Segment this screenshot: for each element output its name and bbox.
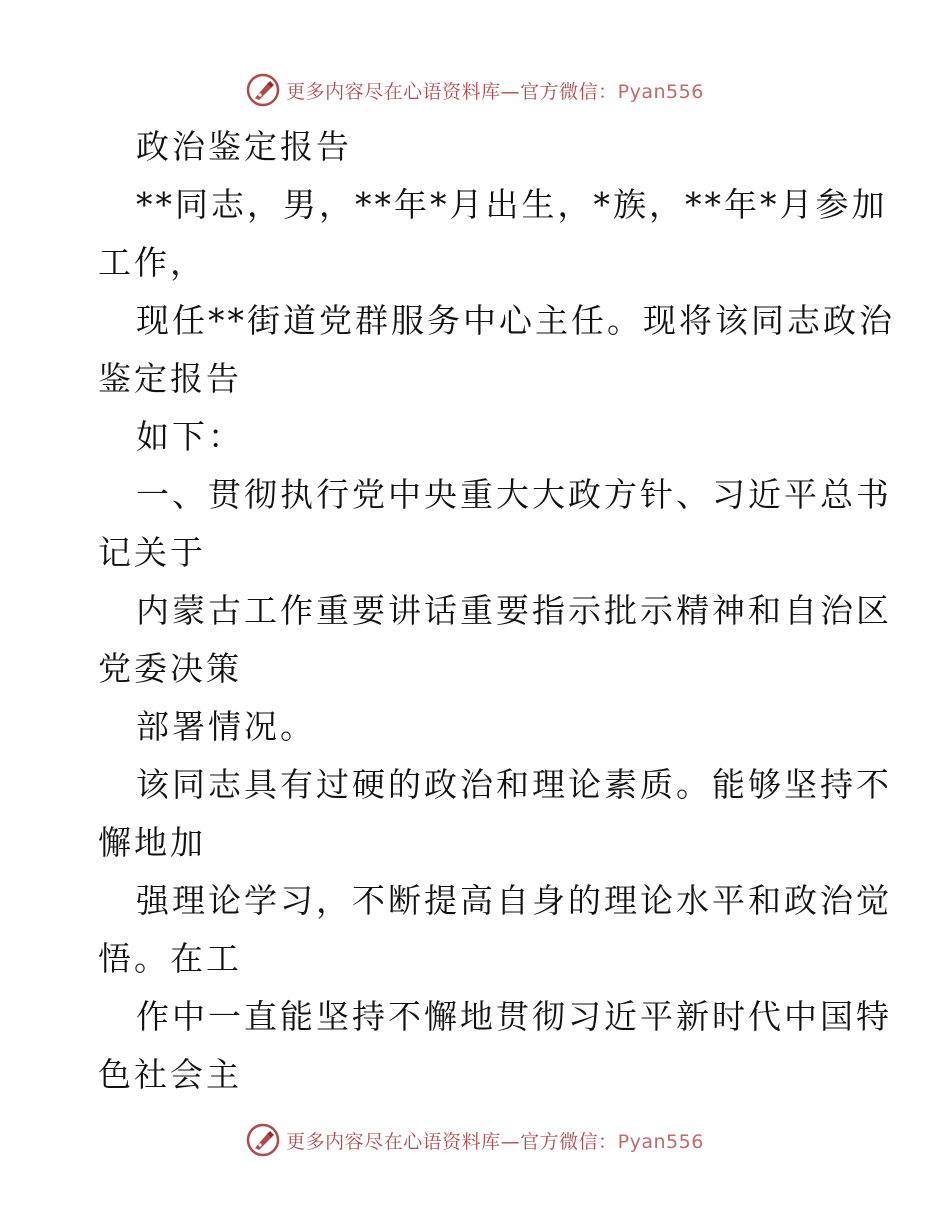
document-line: 该同志具有过硬的政治和理论素质。能够坚持不	[136, 765, 892, 804]
document-line: 现任**街道党群服务中心主任。现将该同志政治	[136, 301, 895, 340]
document-line: 政治鉴定报告	[136, 127, 352, 166]
document-line: 一、贯彻执行党中央重大大政方针、习近平总书	[136, 475, 892, 514]
footer-banner	[0, 1120, 950, 1160]
document-line: 内蒙古工作重要讲话重要指示批示精神和自治区	[136, 591, 892, 630]
banner-text: 更多内容尽在心语资料库—官方微信：Pyan556	[286, 1130, 704, 1153]
document-line: 记关于	[98, 533, 206, 572]
document-line: 党委决策	[98, 649, 242, 688]
document-line: 懈地加	[98, 823, 206, 862]
document-line: 悟。在工	[98, 939, 242, 978]
document-line: 鉴定报告	[98, 359, 242, 398]
document-body	[98, 118, 895, 1104]
document-line: 色社会主	[98, 1055, 242, 1094]
document-line: 工作，	[98, 243, 206, 282]
pen-nib-logo-icon	[246, 1123, 280, 1157]
document-line: 如下：	[136, 417, 244, 456]
header-banner	[0, 70, 950, 110]
document-line: 部署情况。	[136, 707, 316, 746]
banner-text: 更多内容尽在心语资料库—官方微信：Pyan556	[286, 80, 704, 103]
document-line: 强理论学习，不断提高自身的理论水平和政治觉	[136, 881, 892, 920]
document-line: 作中一直能坚持不懈地贯彻习近平新时代中国特	[136, 997, 892, 1036]
pen-nib-logo-icon	[246, 73, 280, 107]
document-line: **同志，男，**年*月出生，*族，**年*月参加	[136, 185, 888, 224]
